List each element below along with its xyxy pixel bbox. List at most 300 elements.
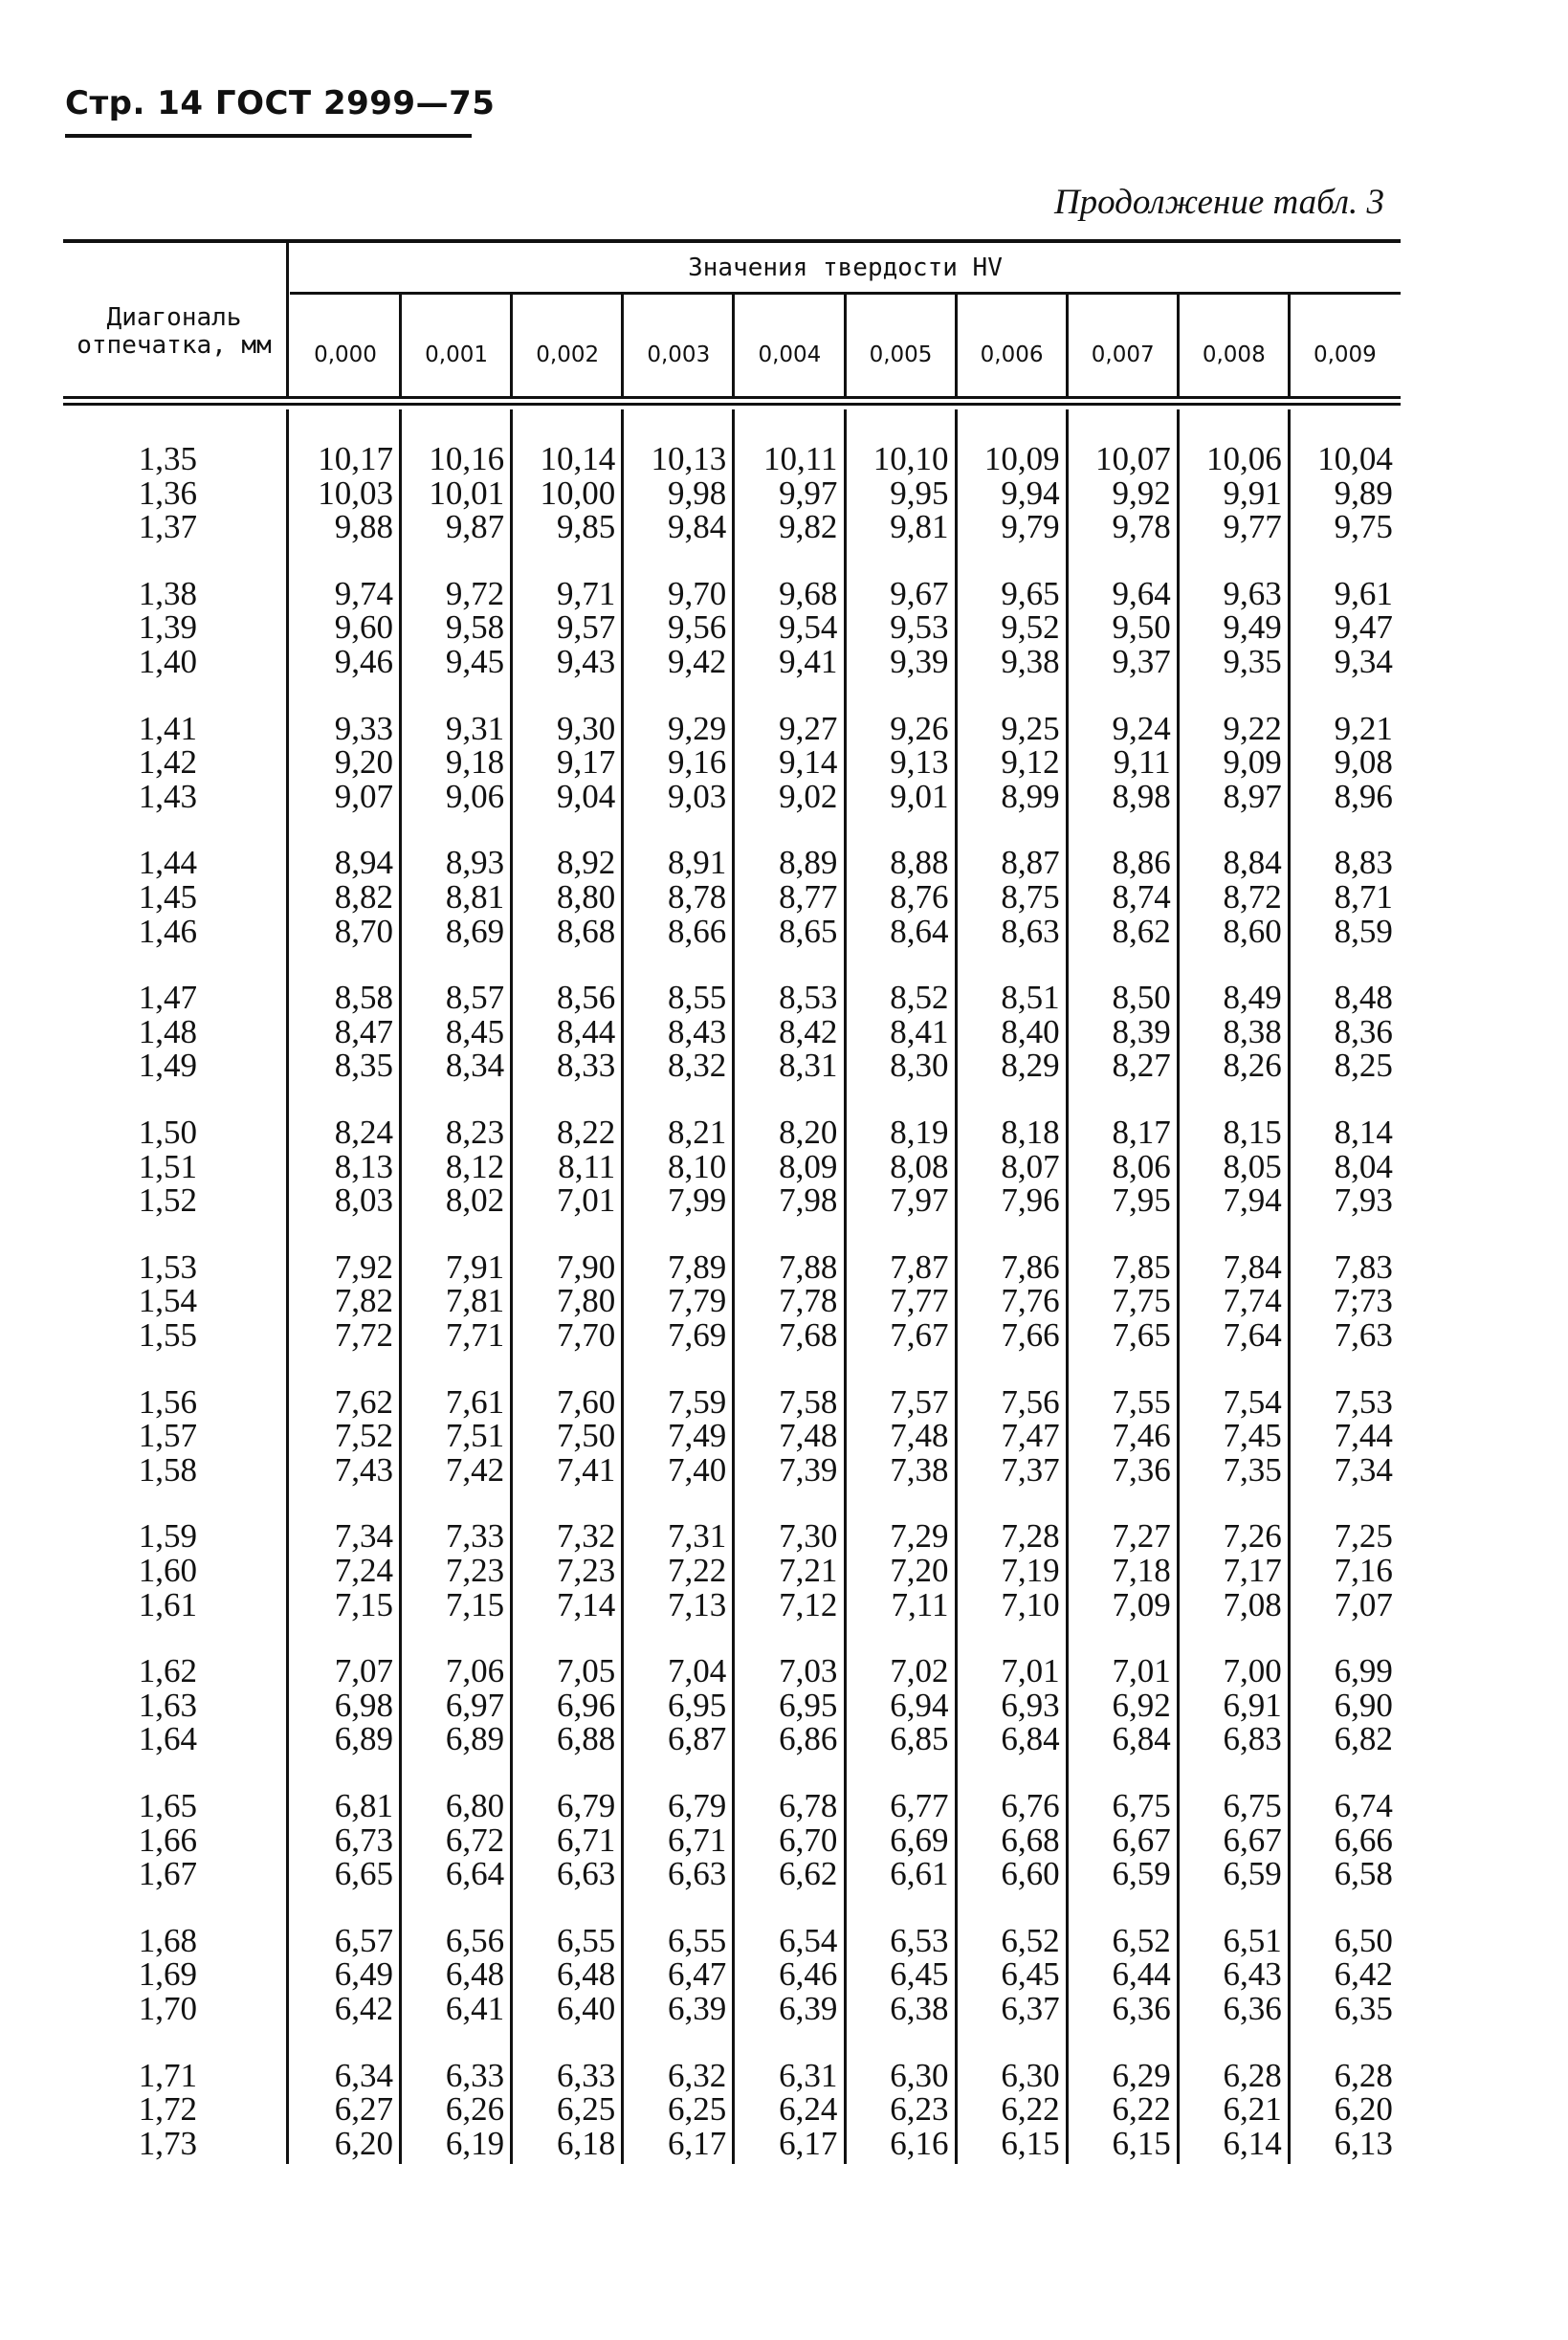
hardness-value: 6,36: [1223, 1990, 1282, 2027]
hardness-value: 10,10: [872, 440, 949, 477]
column-header: 0,005: [869, 342, 933, 367]
hardness-value: 7,46: [1112, 1417, 1171, 1455]
hardness-value: 6,79: [556, 1787, 616, 1824]
hardness-value: 8,39: [1112, 1012, 1171, 1050]
diagonal-value: 1,50: [138, 1114, 197, 1151]
hardness-value: 7,07: [334, 1652, 393, 1690]
hardness-value: 6,93: [1001, 1686, 1060, 1724]
hardness-value: 7,65: [1112, 1316, 1171, 1354]
hardness-value: 6,39: [668, 1990, 727, 2027]
hardness-value: 8,45: [445, 1012, 505, 1050]
hardness-value: 8,25: [1334, 1047, 1393, 1085]
column-body-divider: [1288, 409, 1291, 2164]
hardness-value: 7,06: [445, 1652, 505, 1690]
hardness-value: 7,78: [779, 1282, 838, 1320]
hardness-value: 8,11: [558, 1147, 616, 1185]
hardness-value: 9,18: [445, 743, 505, 782]
hardness-value: 7,92: [334, 1247, 393, 1286]
hardness-value: 7,77: [890, 1282, 949, 1320]
hardness-value: 8,08: [890, 1147, 949, 1185]
hardness-value: 8,21: [668, 1114, 727, 1151]
hardness-value: 7,83: [1334, 1247, 1393, 1286]
hardness-value: 9,92: [1112, 474, 1171, 512]
hardness-value: 8,12: [445, 1147, 505, 1185]
diagonal-value: 1,40: [138, 643, 197, 680]
hardness-value: 7,15: [445, 1585, 505, 1623]
hardness-value: 7,86: [1001, 1247, 1060, 1286]
column-header: 0,002: [536, 342, 600, 367]
hardness-value: 9,58: [445, 608, 505, 647]
hardness-value: 6,71: [556, 1821, 616, 1859]
hardness-value: 9,53: [890, 608, 949, 647]
column-header-divider: [1066, 295, 1069, 396]
hardness-value: 7,03: [779, 1652, 838, 1690]
hardness-value: 7,60: [556, 1382, 616, 1421]
hardness-value: 8,18: [1001, 1114, 1060, 1151]
diagonal-value: 1,39: [138, 608, 197, 647]
hardness-value: 8,62: [1112, 912, 1171, 950]
hardness-value: 8,33: [556, 1047, 616, 1085]
diagonal-value: 1,68: [138, 1921, 197, 1959]
diagonal-value: 1,62: [138, 1652, 197, 1690]
hardness-value: 8,24: [334, 1114, 393, 1151]
hardness-value: 7,48: [779, 1417, 838, 1455]
hardness-value: 7,36: [1112, 1450, 1171, 1489]
hardness-value: 6,17: [668, 2124, 727, 2162]
hardness-value: 9,30: [556, 709, 616, 747]
hardness-value: 7,24: [334, 1552, 393, 1589]
column-body-divider: [621, 409, 624, 2164]
hardness-value: 8,76: [890, 878, 949, 916]
hardness-value: 7,56: [1001, 1382, 1060, 1421]
hardness-value: 7,69: [668, 1316, 727, 1354]
hardness-value: 6,19: [445, 2124, 505, 2162]
hardness-value: 9,33: [334, 709, 393, 747]
hardness-value: 9,25: [1001, 709, 1060, 747]
hardness-value: 6,63: [556, 1855, 616, 1893]
diagonal-value: 1,64: [138, 1720, 197, 1758]
header-bottom-rule-2: [63, 403, 1401, 406]
hardness-value: 9,52: [1001, 608, 1060, 647]
hardness-value: 8,26: [1223, 1047, 1282, 1085]
hardness-value: 10,09: [983, 440, 1060, 477]
column-header: 0,001: [425, 342, 489, 367]
hardness-value: 7,53: [1334, 1382, 1393, 1421]
hardness-value: 8,87: [1001, 844, 1060, 882]
diagonal-value: 1,65: [138, 1787, 197, 1824]
hardness-value: 9,68: [779, 574, 838, 612]
hardness-value: 10,13: [651, 440, 727, 477]
diagonal-value: 1,35: [138, 440, 197, 477]
hardness-value: 6,21: [1223, 2090, 1282, 2129]
hardness-value: 8,30: [890, 1047, 949, 1085]
hardness-value: 9,22: [1223, 709, 1282, 747]
hardness-value: 7,66: [1001, 1316, 1060, 1354]
hardness-value: 9,20: [334, 743, 393, 782]
body-divider: [286, 409, 289, 2164]
hardness-value: 7,70: [556, 1316, 616, 1354]
hardness-value: 7,50: [556, 1417, 616, 1455]
diagonal-value: 1,46: [138, 912, 197, 950]
hardness-value: 9,09: [1223, 743, 1282, 782]
hardness-value: 10,17: [318, 440, 393, 477]
hardness-value: 8,47: [334, 1012, 393, 1050]
hardness-value: 7,63: [1334, 1316, 1393, 1354]
hardness-value: 7,47: [1001, 1417, 1060, 1455]
hardness-value: 7,72: [334, 1316, 393, 1354]
hardness-value: 7,71: [445, 1316, 505, 1354]
hardness-value: 9,39: [890, 643, 949, 680]
hardness-value: 7,21: [779, 1552, 838, 1589]
hardness-value: 8,57: [445, 979, 505, 1017]
hardness-value: 8,77: [779, 878, 838, 916]
hardness-value: 8,23: [445, 1114, 505, 1151]
hardness-value: 6,55: [668, 1921, 727, 1959]
diagonal-value: 1,48: [138, 1012, 197, 1050]
hardness-value: 7,89: [668, 1247, 727, 1286]
hardness-value: 8,98: [1112, 777, 1171, 815]
hardness-value: 6,42: [1334, 1955, 1393, 1994]
hardness-value: 9,45: [445, 643, 505, 680]
hardness-value: 8,75: [1001, 878, 1060, 916]
hardness-value: 7,99: [668, 1181, 727, 1220]
hardness-value: 7,11: [891, 1585, 949, 1623]
diagonal-value: 1,52: [138, 1181, 197, 1220]
hardness-value: 6,50: [1334, 1921, 1393, 1959]
hardness-value: 8,94: [334, 844, 393, 882]
hardness-value: 6,53: [890, 1921, 949, 1959]
hardness-value: 8,44: [556, 1012, 616, 1050]
hardness-value: 6,14: [1223, 2124, 1282, 2162]
column-header: 0,009: [1313, 342, 1377, 367]
hardness-value: 8,65: [779, 912, 838, 950]
diagonal-value: 1,59: [138, 1517, 197, 1556]
hardness-value: 7,85: [1112, 1247, 1171, 1286]
hardness-value: 8,04: [1334, 1147, 1393, 1185]
column-header-divider: [1177, 295, 1180, 396]
hardness-value: 6,31: [779, 2056, 838, 2094]
hardness-value: 8,14: [1334, 1114, 1393, 1151]
hardness-value: 6,88: [556, 1720, 616, 1758]
hardness-value: 6,22: [1001, 2090, 1060, 2129]
hardness-value: 8,15: [1223, 1114, 1282, 1151]
hardness-value: 6,48: [445, 1955, 505, 1994]
hardness-value: 6,89: [445, 1720, 505, 1758]
hardness-value: 7,23: [445, 1552, 505, 1589]
hardness-value: 9,88: [334, 508, 393, 546]
hardness-value: 7,07: [1334, 1585, 1393, 1623]
hardness-value: 7,80: [556, 1282, 616, 1320]
hardness-value: 9,87: [445, 508, 505, 546]
hardness-value: 8,60: [1223, 912, 1282, 950]
diagonal-value: 1,41: [138, 709, 197, 747]
diagonal-value: 1,44: [138, 844, 197, 882]
hardness-value: 8,97: [1223, 777, 1282, 815]
hardness-value: 6,28: [1334, 2056, 1393, 2094]
hardness-value: 8,53: [779, 979, 838, 1017]
hardness-value: 6,57: [334, 1921, 393, 1959]
hardness-value: 9,50: [1112, 608, 1171, 647]
hardness-value: 9,63: [1223, 574, 1282, 612]
hardness-value: 6,90: [1334, 1686, 1393, 1724]
hardness-value: 6,36: [1112, 1990, 1171, 2027]
header-bottom-rule: [63, 396, 1401, 399]
column-body-divider: [510, 409, 513, 2164]
hardness-value: 7,49: [668, 1417, 727, 1455]
hardness-value: 7,45: [1223, 1417, 1282, 1455]
hardness-value: 9,29: [668, 709, 727, 747]
hardness-value: 6,98: [334, 1686, 393, 1724]
hardness-value: 6,32: [668, 2056, 727, 2094]
hardness-value: 7,01: [1001, 1652, 1060, 1690]
hardness-value: 8,49: [1223, 979, 1282, 1017]
hardness-value: 9,24: [1112, 709, 1171, 747]
hardness-value: 8,68: [556, 912, 616, 950]
hardness-value: 6,89: [334, 1720, 393, 1758]
hardness-value: 7,39: [779, 1450, 838, 1489]
hardness-value: 10,04: [1317, 440, 1393, 477]
hardness-value: 6,70: [779, 1821, 838, 1859]
hardness-value: 6,16: [890, 2124, 949, 2162]
hardness-value: 6,15: [1001, 2124, 1060, 2162]
hardness-value: 10,01: [429, 474, 505, 512]
hardness-value: 7,26: [1223, 1517, 1282, 1556]
hardness-value: 8,10: [668, 1147, 727, 1185]
hardness-value: 9,74: [334, 574, 393, 612]
table-top-rule: [63, 239, 1401, 243]
hardness-value: 6,91: [1223, 1686, 1282, 1724]
hardness-value: 7,12: [779, 1585, 838, 1623]
hardness-value: 6,38: [890, 1990, 949, 2027]
hardness-value: 9,70: [668, 574, 727, 612]
hardness-value: 8,05: [1223, 1147, 1282, 1185]
hardness-value: 9,85: [556, 508, 616, 546]
diagonal-value: 1,45: [138, 878, 197, 916]
hardness-value: 8,71: [1334, 878, 1393, 916]
hardness-value: 7,87: [890, 1247, 949, 1286]
diagonal-value: 1,47: [138, 979, 197, 1017]
hardness-value: 6,59: [1223, 1855, 1282, 1893]
diagonal-value: 1,49: [138, 1047, 197, 1085]
hardness-value: 7,17: [1223, 1552, 1282, 1589]
hardness-value: 8,84: [1223, 844, 1282, 882]
hardness-value: 6,61: [890, 1855, 949, 1893]
hardness-value: 10,14: [540, 440, 616, 477]
hardness-value: 6,49: [334, 1955, 393, 1994]
column-header-divider: [732, 295, 735, 396]
column-header: 0,007: [1091, 342, 1155, 367]
hardness-value: 8,27: [1112, 1047, 1171, 1085]
hardness-value: 7,22: [668, 1552, 727, 1589]
hardness-value: 9,35: [1223, 643, 1282, 680]
hardness-value: 7,90: [556, 1247, 616, 1286]
column-body-divider: [732, 409, 735, 2164]
hardness-value: 7,16: [1334, 1552, 1393, 1589]
hardness-value: 6,48: [556, 1955, 616, 1994]
hardness-value: 8,81: [445, 878, 505, 916]
hardness-value: 7,94: [1223, 1181, 1282, 1220]
hardness-value: 9,64: [1112, 574, 1171, 612]
hardness-value: 7,04: [668, 1652, 727, 1690]
hardness-value: 9,71: [556, 574, 616, 612]
hardness-value: 9,75: [1334, 508, 1393, 546]
hardness-value: 9,16: [668, 743, 727, 782]
hardness-value: 6,56: [445, 1921, 505, 1959]
hardness-value: 7,82: [334, 1282, 393, 1320]
hardness-value: 6,37: [1001, 1990, 1060, 2027]
hardness-value: 8,91: [668, 844, 727, 882]
hardness-value: 7,20: [890, 1552, 949, 1589]
diagonal-value: 1,37: [138, 508, 197, 546]
hardness-value: 6,15: [1112, 2124, 1171, 2162]
hardness-value: 7,37: [1001, 1450, 1060, 1489]
hardness-value: 9,46: [334, 643, 393, 680]
hardness-value: 7,02: [890, 1652, 949, 1690]
hardness-value: 7,01: [1112, 1652, 1171, 1690]
row-header-label: Диагональ отпечатка, мм: [77, 303, 272, 360]
hardness-value: 6,85: [890, 1720, 949, 1758]
hardness-value: 6,13: [1334, 2124, 1393, 2162]
hardness-value: 6,63: [668, 1855, 727, 1893]
hardness-value: 9,54: [779, 608, 838, 647]
hardness-value: 8,35: [334, 1047, 393, 1085]
hardness-value: 6,34: [334, 2056, 393, 2094]
hardness-value: 6,74: [1334, 1787, 1393, 1824]
hardness-value: 7,48: [890, 1417, 949, 1455]
hardness-value: 10,06: [1206, 440, 1282, 477]
column-header: 0,000: [314, 342, 377, 367]
hardness-value: 6,62: [779, 1855, 838, 1893]
diagonal-value: 1,53: [138, 1247, 197, 1286]
diagonal-value: 1,56: [138, 1382, 197, 1421]
hardness-value: 7,10: [1001, 1585, 1060, 1623]
hardness-value: 9,47: [1334, 608, 1393, 647]
hardness-value: 6,26: [445, 2090, 505, 2129]
hardness-value: 8,64: [890, 912, 949, 950]
hardness-value: 7,76: [1001, 1282, 1060, 1320]
hardness-value: 9,56: [668, 608, 727, 647]
hardness-value: 9,82: [779, 508, 838, 546]
hardness-value: 8,72: [1223, 878, 1282, 916]
hardness-value: 6,33: [445, 2056, 505, 2094]
hardness-value: 9,17: [556, 743, 616, 782]
hardness-value: 6,45: [890, 1955, 949, 1994]
hardness-value: 6,52: [1112, 1921, 1171, 1959]
hardness-value: 9,57: [556, 608, 616, 647]
hardness-value: 7,44: [1334, 1417, 1393, 1455]
hardness-value: 6,72: [445, 1821, 505, 1859]
hardness-value: 8,42: [779, 1012, 838, 1050]
hardness-value: 6,17: [779, 2124, 838, 2162]
hardness-value: 9,12: [1001, 743, 1060, 782]
hardness-value: 6,45: [1001, 1955, 1060, 1994]
hardness-value: 6,18: [556, 2124, 616, 2162]
hardness-value: 6,22: [1112, 2090, 1171, 2129]
hardness-value: 6,75: [1112, 1787, 1171, 1824]
hardness-value: 8,03: [334, 1181, 393, 1220]
hardness-value: 9,34: [1334, 643, 1393, 680]
column-body-divider: [1177, 409, 1180, 2164]
column-header-divider: [621, 295, 624, 396]
hardness-value: 9,38: [1001, 643, 1060, 680]
hardness-value: 7,40: [668, 1450, 727, 1489]
hardness-value: 9,89: [1334, 474, 1393, 512]
hardness-value: 6,55: [556, 1921, 616, 1959]
hardness-value: 8,20: [779, 1114, 838, 1151]
hardness-value: 7,19: [1001, 1552, 1060, 1589]
hardness-value: 6,66: [1334, 1821, 1393, 1859]
hardness-value: 9,26: [890, 709, 949, 747]
hardness-value: 6,44: [1112, 1955, 1171, 1994]
hardness-value: 6,33: [556, 2056, 616, 2094]
hardness-value: 9,49: [1223, 608, 1282, 647]
hardness-value: 6,43: [1223, 1955, 1282, 1994]
column-header: 0,006: [980, 342, 1044, 367]
hardness-value: 7,23: [556, 1552, 616, 1589]
hardness-value: 7,34: [1334, 1450, 1393, 1489]
hardness-value: 6,59: [1112, 1855, 1171, 1893]
hardness-value: 8,50: [1112, 979, 1171, 1017]
hardness-value: 8,09: [779, 1147, 838, 1185]
hardness-value: 7,81: [445, 1282, 505, 1320]
hardness-value: 7,68: [779, 1316, 838, 1354]
hardness-value: 6,76: [1001, 1787, 1060, 1824]
column-body-divider: [844, 409, 847, 2164]
hardness-value: 6,75: [1223, 1787, 1282, 1824]
hardness-value: 9,14: [779, 743, 838, 782]
diagonal-value: 1,55: [138, 1316, 197, 1354]
hardness-value: 7,67: [890, 1316, 949, 1354]
hardness-value: 7,62: [334, 1382, 393, 1421]
column-header-divider: [1288, 295, 1291, 396]
hardness-value: 6,86: [779, 1720, 838, 1758]
hardness-value: 8,56: [556, 979, 616, 1017]
diagonal-value: 1,51: [138, 1147, 197, 1185]
diagonal-value: 1,73: [138, 2124, 197, 2162]
hardness-value: 7,75: [1112, 1282, 1171, 1320]
hardness-value: 9,13: [890, 743, 949, 782]
hardness-value: 8,83: [1334, 844, 1393, 882]
hardness-value: 9,97: [779, 474, 838, 512]
hardness-value: 6,41: [445, 1990, 505, 2027]
hardness-value: 9,81: [890, 508, 949, 546]
hardness-value: 6,51: [1223, 1921, 1282, 1959]
hardness-value: 6,28: [1223, 2056, 1282, 2094]
hardness-value: 8,22: [556, 1114, 616, 1151]
hardness-value: 6,77: [890, 1787, 949, 1824]
hardness-value: 8,55: [668, 979, 727, 1017]
hardness-value: 8,66: [668, 912, 727, 950]
hardness-value: 9,04: [556, 777, 616, 815]
hardness-value: 10,11: [762, 440, 838, 477]
diagonal-value: 1,71: [138, 2056, 197, 2094]
hardness-value: 9,79: [1001, 508, 1060, 546]
hardness-value: 6,79: [668, 1787, 727, 1824]
hardness-value: 7,14: [556, 1585, 616, 1623]
hardness-value: 7,88: [779, 1247, 838, 1286]
hardness-value: 9,72: [445, 574, 505, 612]
diagonal-value: 1,72: [138, 2090, 197, 2129]
hardness-value: 7,91: [445, 1247, 505, 1286]
hardness-value: 9,21: [1334, 709, 1393, 747]
column-header: 0,003: [647, 342, 711, 367]
hardness-value: 8,51: [1001, 979, 1060, 1017]
hardness-value: 6,39: [779, 1990, 838, 2027]
hardness-value: 7,00: [1223, 1652, 1282, 1690]
hardness-value: 8,38: [1223, 1012, 1282, 1050]
header-divider: [286, 239, 289, 396]
column-header-divider: [510, 295, 513, 396]
